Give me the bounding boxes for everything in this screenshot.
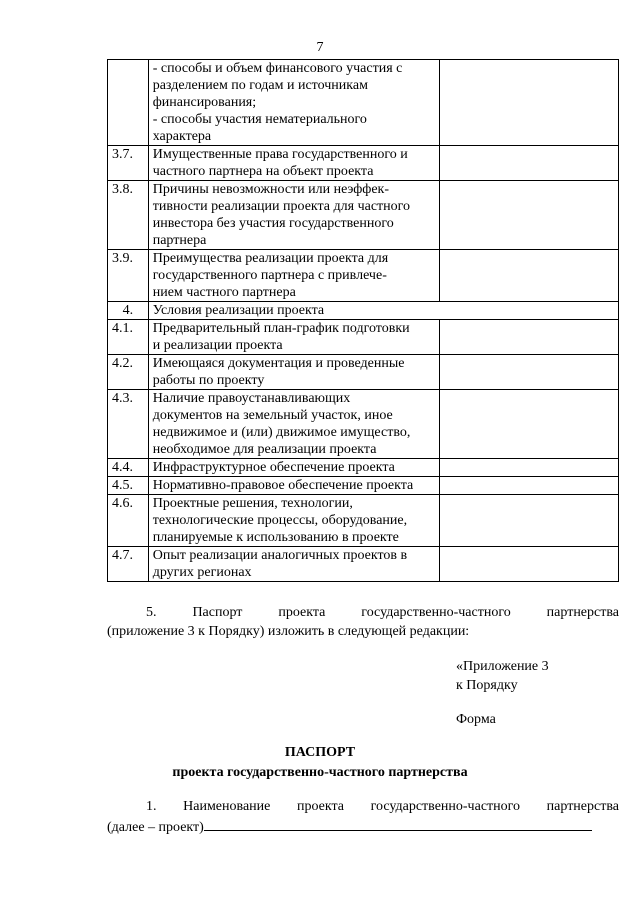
section-title-cell: Условия реализации проекта: [148, 302, 618, 320]
row-value-cell: [440, 355, 619, 390]
table-row: [108, 355, 619, 390]
row-description-cell: Причины невозможности или неэффек- тивности реализации проекта для частного инвестора без участия государственного партнера: [148, 181, 440, 250]
table-row: [108, 495, 619, 547]
row-value-cell: [440, 495, 619, 547]
section-number-cell: 4.: [108, 302, 149, 320]
item1-paragraph: [146, 797, 619, 816]
table-row: [108, 547, 619, 582]
table-row: [108, 250, 619, 302]
row-number-cell: 3.8.: [108, 181, 149, 250]
table-row: [108, 459, 619, 477]
table-row: [108, 181, 619, 250]
item1-line2-block: [107, 816, 619, 837]
row-description-line: разделением по годам и источникам: [152, 78, 368, 93]
row-value-cell: [440, 547, 619, 582]
row-description-cell: Имущественные права государственного и частного партнера на объект проекта: [148, 146, 440, 181]
row-number-cell: 3.9.: [108, 250, 149, 302]
row-description-line: финансирования;: [152, 95, 257, 110]
row-number-cell: 4.7.: [108, 547, 149, 582]
row-description-line: - способы участия нематериального: [152, 112, 367, 127]
row-value-cell: [440, 60, 619, 146]
row-number-cell: 4.6.: [108, 495, 149, 547]
row-description-cell: Опыт реализации аналогичных проектов в других регионах: [148, 547, 440, 582]
row-value-cell: [440, 250, 619, 302]
item5-paragraph: [146, 603, 619, 622]
item1-line1: 1. Наименование проекта государственно-частного партнерства: [146, 799, 619, 814]
row-value-cell: [440, 459, 619, 477]
table-row: [108, 477, 619, 495]
row-description-cell: Предварительный план-график подготовки и реализации проекта: [148, 320, 440, 355]
row-description-line: характера: [152, 129, 212, 144]
item5-line2: (приложение 3 к Порядку) изложить в следующей редакции:: [107, 624, 470, 639]
page-number: 7: [316, 40, 324, 55]
row-number-cell: 4.2.: [108, 355, 149, 390]
table-row: [108, 60, 619, 146]
table-section-row: [108, 302, 619, 320]
row-value-cell: [440, 146, 619, 181]
row-number-cell: 4.5.: [108, 477, 149, 495]
form-label: Форма: [456, 712, 496, 727]
row-number-cell: 4.3.: [108, 390, 149, 459]
row-value-cell: [440, 181, 619, 250]
table-row: [108, 390, 619, 459]
row-description-cell: Преимущества реализации проекта для государственного партнера с привлече- нием частного партнера: [148, 250, 440, 302]
passport-fields-table: [107, 59, 619, 582]
row-number-cell: 3.7.: [108, 146, 149, 181]
row-description-cell: Инфраструктурное обеспечение проекта: [148, 459, 440, 477]
table-row: [108, 146, 619, 181]
passport-title: ПАСПОРТ: [284, 745, 356, 760]
project-name-blank-line: [204, 816, 592, 831]
item1-line2-prefix: (далее – проект): [107, 820, 204, 835]
row-description-cell: Имеющаяся документация и проведенные работы по проекту: [148, 355, 440, 390]
item5-line1: 5. Паспорт проекта государственно-частного партнерства: [146, 605, 619, 620]
row-number-cell: 4.1.: [108, 320, 149, 355]
row-description-cell: [148, 60, 440, 146]
row-number-cell: 4.4.: [108, 459, 149, 477]
row-value-cell: [440, 320, 619, 355]
row-number-cell: [108, 60, 149, 146]
row-description-line: - способы и объем финансового участия с: [152, 61, 403, 76]
row-value-cell: [440, 390, 619, 459]
row-description-cell: Проектные решения, технологии, технологические процессы, оборудование, планируемые к использованию в проекте: [148, 495, 440, 547]
item5-line2-block: [107, 622, 619, 641]
row-description-cell: Наличие правоустанавливающих документов на земельный участок, иное недвижимое и (или) движимое имущество, необходимое для реализации проекта: [148, 390, 440, 459]
passport-subtitle: проекта государственно-частного партнерства: [172, 765, 468, 780]
appendix-block: [456, 657, 549, 695]
row-value-cell: [440, 477, 619, 495]
table-row: [108, 320, 619, 355]
appendix-line1: «Приложение 3: [456, 659, 549, 674]
row-description-cell: Нормативно-правовое обеспечение проекта: [148, 477, 440, 495]
appendix-line2: к Порядку: [456, 678, 518, 693]
